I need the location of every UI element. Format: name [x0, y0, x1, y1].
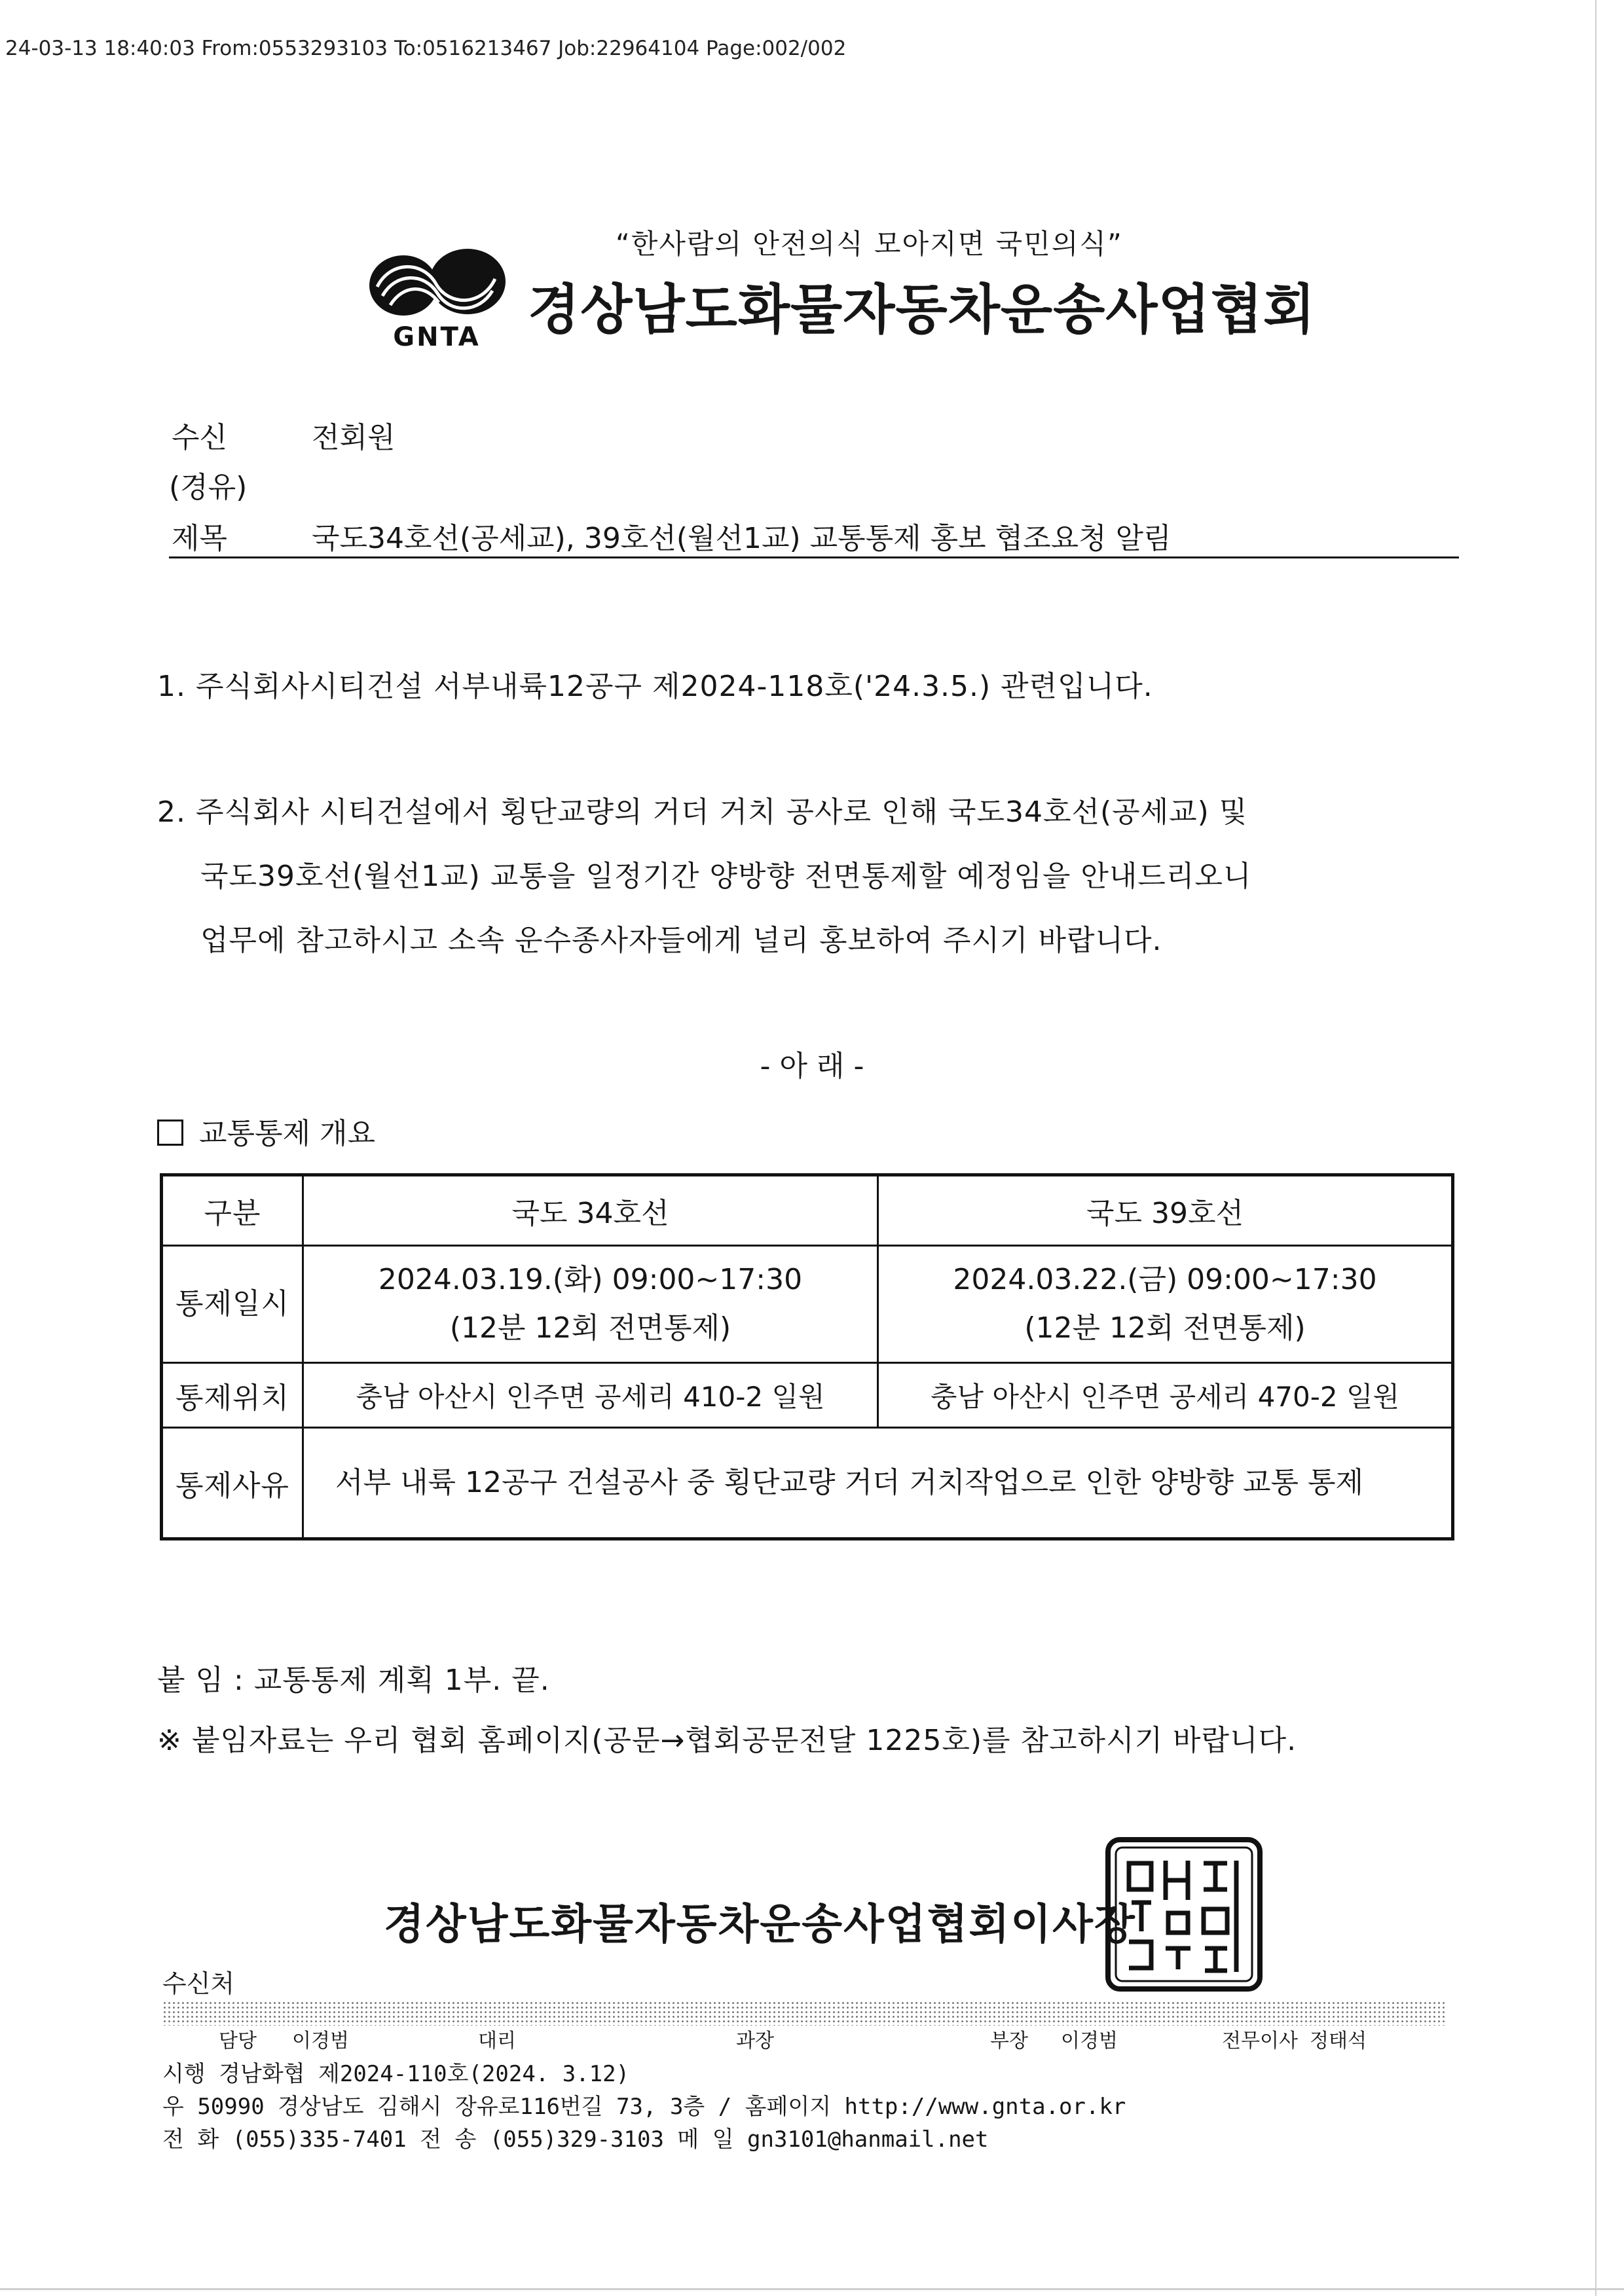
paragraph-1: 1. 주식회사시티건설 서부내륙12공구 제2024-118호('24.3.5.) 관련입니다. — [157, 670, 1153, 703]
recipient-list-label: 수신처 — [162, 1969, 235, 1998]
traffic-control-table — [160, 1173, 1454, 1540]
table-header-row — [162, 1175, 1453, 1246]
approver-role: 부장 — [990, 2030, 1028, 2052]
table-cell: 구분 — [162, 1175, 303, 1246]
attachment-line: 붙 임 : 교통통제 계획 1부. 끝. — [157, 1664, 550, 1697]
fax-header: 24-03-13 18:40:03 From:0553293103 To:0516213467 Job:22964104 Page:002/002 — [5, 37, 847, 60]
contact-line: 전 화 (055)335-7401 전 송 (055)329-3103 메 일 gn3101@hanmail.net — [162, 2126, 989, 2153]
scan-bottom-edge — [0, 2288, 1624, 2290]
logo-text: GNTA — [393, 322, 481, 352]
subject-label: 제목 — [172, 522, 228, 555]
section-title: 교통통제 개요 — [199, 1117, 376, 1150]
table-cell — [878, 1246, 1453, 1363]
table-cell — [303, 1246, 878, 1363]
gnta-logo — [364, 241, 509, 352]
center-mark: - 아 래 - — [760, 1049, 864, 1083]
approver-name: 이경범 — [1061, 2030, 1118, 2052]
scan-edge — [1595, 0, 1596, 2296]
table-row — [162, 1246, 1453, 1363]
section-heading — [157, 1110, 375, 1152]
issue-number: 시행 경남화협 제2024-110호(2024. 3.12) — [162, 2061, 630, 2087]
subject-value: 국도34호선(공세교), 39호선(월선1교) 교통통제 홍보 협조요청 알림 — [312, 522, 1172, 555]
official-seal-icon — [1105, 1837, 1263, 1992]
table-cell: 국도 39호선 — [878, 1175, 1453, 1246]
table-cell: 통제위치 — [162, 1363, 303, 1428]
paragraph-2-line-2: 국도39호선(월선1교) 교통을 일정기간 양방향 전면통제할 예정임을 안내드리오니 — [200, 860, 1252, 893]
time-line: 2024.03.22.(금) 09:00~17:30 — [953, 1263, 1377, 1296]
recipient-label: 수신 — [172, 421, 228, 454]
approver-name: 정태석 — [1310, 2030, 1367, 2052]
time-line: (12분 12회 전면통제) — [1024, 1311, 1306, 1345]
dotted-divider — [162, 2001, 1446, 2026]
table-cell: 충남 아산시 인주면 공세리 470-2 일원 — [878, 1363, 1453, 1428]
table-cell: 통제사유 — [162, 1428, 303, 1539]
table-row — [162, 1428, 1453, 1539]
address-line: 우 50990 경상남도 김해시 장유로116번길 73, 3층 / 홈페이지 http://www.gnta.or.kr — [162, 2094, 1126, 2120]
table-row — [162, 1363, 1453, 1428]
sender-name: 경상남도화물자동차운송사업협회이사장 — [384, 1901, 1136, 1949]
org-title: 경상남도화물자동차운송사업협회 — [528, 279, 1316, 341]
recipient-value: 전회원 — [312, 421, 396, 454]
table-cell: 통제일시 — [162, 1246, 303, 1363]
approver-role: 대리 — [478, 2030, 516, 2052]
via-label: (경유) — [169, 471, 248, 504]
approver-name: 이경범 — [292, 2030, 349, 2052]
subject-rule — [169, 556, 1459, 558]
paragraph-2-line-3: 업무에 참고하시고 소속 운수종사자들에게 널리 홍보하여 주시기 바랍니다. — [200, 924, 1162, 957]
table-cell: 국도 34호선 — [303, 1175, 878, 1246]
checkbox-icon — [157, 1120, 183, 1146]
attachment-note: ※ 붙임자료는 우리 협회 홈페이지(공문→협회공문전달 1225호)를 참고하시기 바랍니다. — [157, 1724, 1297, 1757]
table-cell: 서부 내륙 12공구 건설공사 중 횡단교량 거더 거치작업으로 인한 양방향 교통 통제 — [303, 1428, 1453, 1539]
time-line: 2024.03.19.(화) 09:00~17:30 — [378, 1263, 803, 1296]
slogan: “한사람의 안전의식 모아지면 국민의식” — [616, 228, 1123, 260]
approver-role: 과장 — [736, 2030, 774, 2052]
time-line: (12분 12회 전면통제) — [449, 1311, 731, 1345]
approver-role: 전무이사 — [1222, 2030, 1298, 2052]
approver-role: 담당 — [219, 2030, 257, 2052]
table-cell: 충남 아산시 인주면 공세리 410-2 일원 — [303, 1363, 878, 1428]
paragraph-2-line-1: 2. 주식회사 시티건설에서 횡단교량의 거더 거치 공사로 인해 국도34호선(공세교) 및 — [157, 795, 1248, 829]
